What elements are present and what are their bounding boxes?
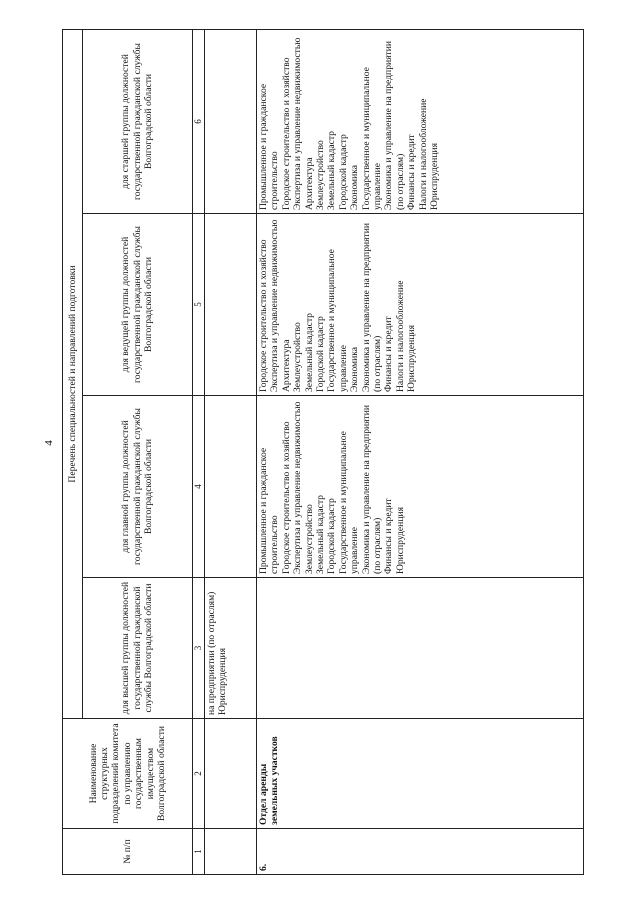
cell-main-group <box>205 396 257 578</box>
specialty-item: Юриспруденция <box>429 142 441 210</box>
specialty-item: Юриспруденция <box>217 647 229 715</box>
table-row <box>257 29 584 874</box>
row-number: 6. <box>257 829 584 875</box>
cell-senior-group <box>257 29 584 213</box>
specialty-item: Экономика <box>349 346 361 392</box>
specialty-item: Экономика и управление на предприятии (по отраслям) <box>360 223 384 392</box>
specialty-item: Земельный кадастр <box>326 131 338 210</box>
specialty-item: Землеустройство <box>303 504 315 574</box>
specialty-item: Юриспруденция <box>394 506 406 574</box>
specialty-item: Земельный кадастр <box>303 313 315 392</box>
specialty-item: Юриспруденция <box>406 324 418 392</box>
column-number: 3 <box>193 578 205 719</box>
specialties-table <box>62 29 584 875</box>
cell-senior-group <box>205 29 257 213</box>
header-subdivision: Наименование структурных подразделений комитета по управлению государственным имуществом Волгоградской области <box>63 719 193 829</box>
specialty-item: Промышленное и гражданское строительство <box>258 447 281 574</box>
header-highest-group: для высшей группы должностей государственной гражданской службы Волгоградской области <box>83 578 193 719</box>
header-specialties-group: Перечень специальностей и направлений подготовки <box>63 29 83 718</box>
header-main-group: для главной группы должностей государственной гражданской службы Волгоградской области <box>83 396 193 578</box>
specialty-item: Земельный кадастр <box>315 495 327 574</box>
specialty-item: Городское строительство и хозяйство <box>258 239 269 392</box>
specialty-item: Городское строительство и хозяйство <box>280 421 292 574</box>
subdivision-name: Отдел аренды земельных участков <box>257 719 584 829</box>
header-senior-group: для старшей группы должностей государственной гражданской службы Волгоградской области <box>83 29 193 213</box>
specialty-item: на предприятии (по отраслям) <box>206 591 217 715</box>
specialty-item: Городской кадастр <box>337 134 349 210</box>
specialty-item: Городское строительство и хозяйство <box>280 57 292 210</box>
column-number: 1 <box>193 829 205 875</box>
specialty-item: Экспертиза и управление недвижимостью <box>292 401 304 574</box>
specialty-item: Экономика и управление на предприятии (по отраслям) <box>360 405 384 574</box>
table-row <box>205 29 257 874</box>
specialty-item: Промышленное и гражданское строительство <box>258 83 281 210</box>
specialty-item: Землеустройство <box>315 140 327 210</box>
header-number: № п/п <box>63 829 193 875</box>
specialty-item: Экономика и управление на предприятии (по отраслям) <box>383 41 406 210</box>
rotated-table-page <box>62 30 585 875</box>
specialty-item: Экономика <box>349 164 361 210</box>
specialty-item: Налоги и налогообложение <box>417 98 429 210</box>
page-number: 4 <box>42 440 55 446</box>
cell-leading-group <box>205 214 257 396</box>
subdivision-name <box>205 719 257 829</box>
specialty-item: Городской кадастр <box>315 316 327 392</box>
header-leading-group: для ведущей группы должностей государственной гражданской службы Волгоградской области <box>83 214 193 396</box>
specialty-item: Государственное и муниципальное управление <box>337 431 361 574</box>
cell-highest-group <box>205 578 257 719</box>
specialty-item: Финансы и кредит <box>383 316 395 392</box>
specialty-item: Финансы и кредит <box>406 134 418 210</box>
specialty-item: Экспертиза и управление недвижимостью <box>269 219 281 392</box>
column-number: 5 <box>193 214 205 396</box>
cell-leading-group <box>257 214 584 396</box>
cell-highest-group <box>257 578 584 719</box>
specialty-item: Городской кадастр <box>326 498 338 574</box>
row-number <box>205 829 257 875</box>
column-number: 2 <box>193 719 205 829</box>
specialty-item: Экспертиза и управление недвижимостью <box>292 37 304 210</box>
specialty-item: Государственное и муниципальное управление <box>326 249 349 392</box>
specialty-item: Финансы и кредит <box>383 498 395 574</box>
specialty-item: Архитектура <box>303 157 315 210</box>
specialty-item: Землеустройство <box>292 322 304 392</box>
column-numbers-row <box>193 29 205 874</box>
specialty-item: Налоги и налогообложение <box>394 280 406 392</box>
specialty-item: Архитектура <box>280 339 292 392</box>
column-number: 4 <box>193 396 205 578</box>
specialty-item: Государственное и муниципальное управление <box>360 67 384 210</box>
cell-main-group <box>257 396 584 578</box>
column-number: 6 <box>193 29 205 213</box>
